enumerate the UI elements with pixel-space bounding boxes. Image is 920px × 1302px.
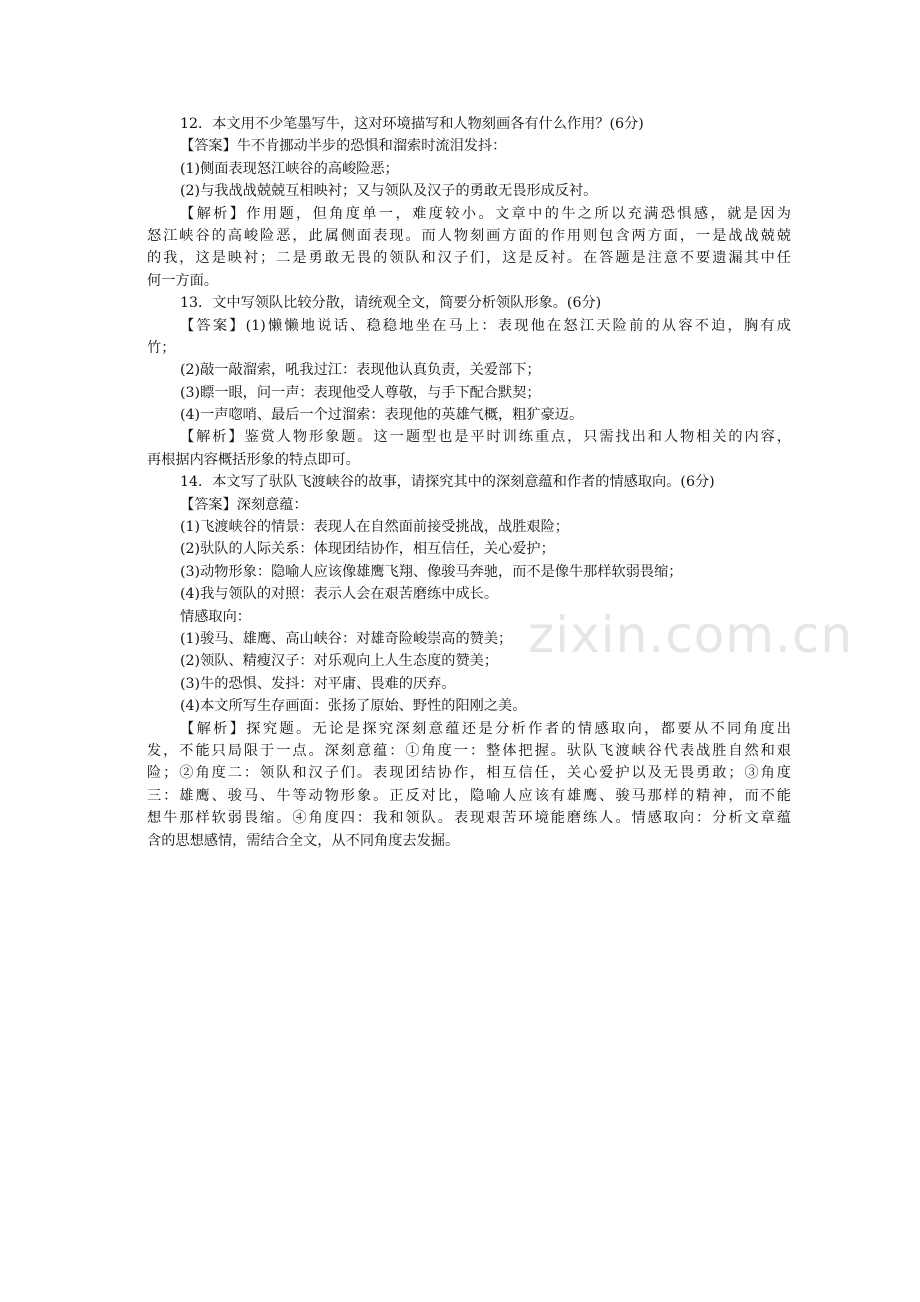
answer-14-item-3: (3)动物形象：隐喻人应该像雄鹰飞翔、像骏马奔驰，而不是像牛那样软弱畏缩； bbox=[180, 563, 683, 580]
analysis-14-line-3: 险；②角度二：领队和汉子们。表现团结协作，相互信任，关心爱护以及无畏勇敢；③角度 bbox=[147, 765, 791, 782]
watermark: zixin.com.cn bbox=[528, 606, 854, 664]
answer-12-item-2: (2)与我战战兢兢互相映衬；又与领队及汉子的勇敢无畏形成反衬。 bbox=[180, 183, 598, 200]
answer-12-item-1: (1)侧面表现怒江峡谷的高峻险恶； bbox=[180, 160, 399, 177]
document-body bbox=[147, 113, 791, 852]
answer-14-item-4: (4)我与领队的对照：表示人会在艰苦磨练中成长。 bbox=[180, 586, 499, 603]
question-12: 12．本文用不少笔墨写牛，这对环境描写和人物刻画各有什么作用？(6分) bbox=[180, 116, 644, 132]
answer-13-item-2: (2)敲一敲溜索，吼我过江：表现他认真负责，关爱部下； bbox=[180, 362, 541, 379]
analysis-14-line-5: 想牛那样软弱畏缩。④角度四：我和领队。表现艰苦环境能磨练人。情感取向：分析文章蕴 bbox=[147, 810, 791, 827]
answer-13-item-3: (3)瞟一眼，问一声：表现他受人尊敬，与手下配合默契； bbox=[180, 384, 541, 401]
analysis-12-line-4: 何一方面。 bbox=[147, 272, 218, 289]
emotion-item-3: (3)牛的恐惧、发抖：对平庸、畏难的厌弃。 bbox=[180, 675, 456, 692]
answer-14-item-2: (2)驮队的人际关系：体现团结协作，相互信任，关心爱护； bbox=[180, 541, 555, 558]
emotion-item-4: (4)本文所写生存画面：张扬了原始、野性的阳刚之美。 bbox=[180, 698, 527, 715]
answer-14-item-1: (1)飞渡峡谷的情景：表现人在自然面前接受挑战，战胜艰险； bbox=[180, 519, 569, 536]
emotion-item-1: (1)骏马、雄鹰、高山峡谷：对雄奇险峻崇高的赞美； bbox=[180, 630, 513, 647]
analysis-12-line-2: 怒江峡谷的高峻险恶，此属侧面表现。而人物刻画方面的作用则包含两方面，一是战战兢兢 bbox=[147, 227, 791, 244]
emotion-item-2: (2)领队、精瘦汉子：对乐观向上人生态度的赞美； bbox=[180, 653, 499, 670]
question-13: 13．文中写领队比较分散，请统观全文，简要分析领队形象。(6分) bbox=[180, 295, 602, 312]
answer-13-line-2: 竹； bbox=[147, 339, 176, 356]
analysis-12-line-1: 【解析】作用题，但角度单一，难度较小。文章中的牛之所以充满恐惧感，就是因为 bbox=[180, 205, 791, 222]
analysis-12-line-3: 的我，这是映衬；二是勇敢无畏的领队和汉子们，这是反衬。在答题是注意不要遗漏其中任 bbox=[147, 250, 791, 267]
answer-13-item-4: (4)一声唿哨、最后一个过溜索：表现他的英雄气概，粗犷豪迈。 bbox=[180, 407, 584, 424]
analysis-13-line-1: 【解析】鉴赏人物形象题。这一题型也是平时训练重点，只需找出和人物相关的内容， bbox=[180, 429, 791, 446]
answer-14: 【答案】深刻意蕴： bbox=[180, 496, 308, 513]
analysis-14-line-2: 发，不能只局限于一点。深刻意蕴：①角度一：整体把握。驮队飞渡峡谷代表战胜自然和艰 bbox=[147, 742, 791, 759]
analysis-14-line-1: 【解析】探究题。无论是探究深刻意蕴还是分析作者的情感取向，都要从不同角度出 bbox=[180, 720, 791, 737]
emotion-heading: 情感取向： bbox=[180, 608, 251, 625]
answer-12: 【答案】牛不肯挪动半步的恐惧和溜索时流泪发抖： bbox=[180, 138, 507, 155]
answer-13-line-1: 【答案】(1)懒懒地说话、稳稳地坐在马上：表现他在怒江天险前的从容不迫，胸有成 bbox=[180, 317, 791, 334]
question-14: 14．本文写了驮队飞渡峡谷的故事，请探究其中的深刻意蕴和作者的情感取向。(6分) bbox=[180, 474, 715, 491]
analysis-14-line-6: 含的思想感情，需结合全文，从不同角度去发掘。 bbox=[147, 832, 460, 849]
analysis-13-line-2: 再根据内容概括形象的特点即可。 bbox=[147, 451, 360, 468]
analysis-14-line-4: 三：雄鹰、骏马、牛等动物形象。正反对比，隐喻人应该有雄鹰、骏马那样的精神，而不能 bbox=[147, 787, 791, 804]
